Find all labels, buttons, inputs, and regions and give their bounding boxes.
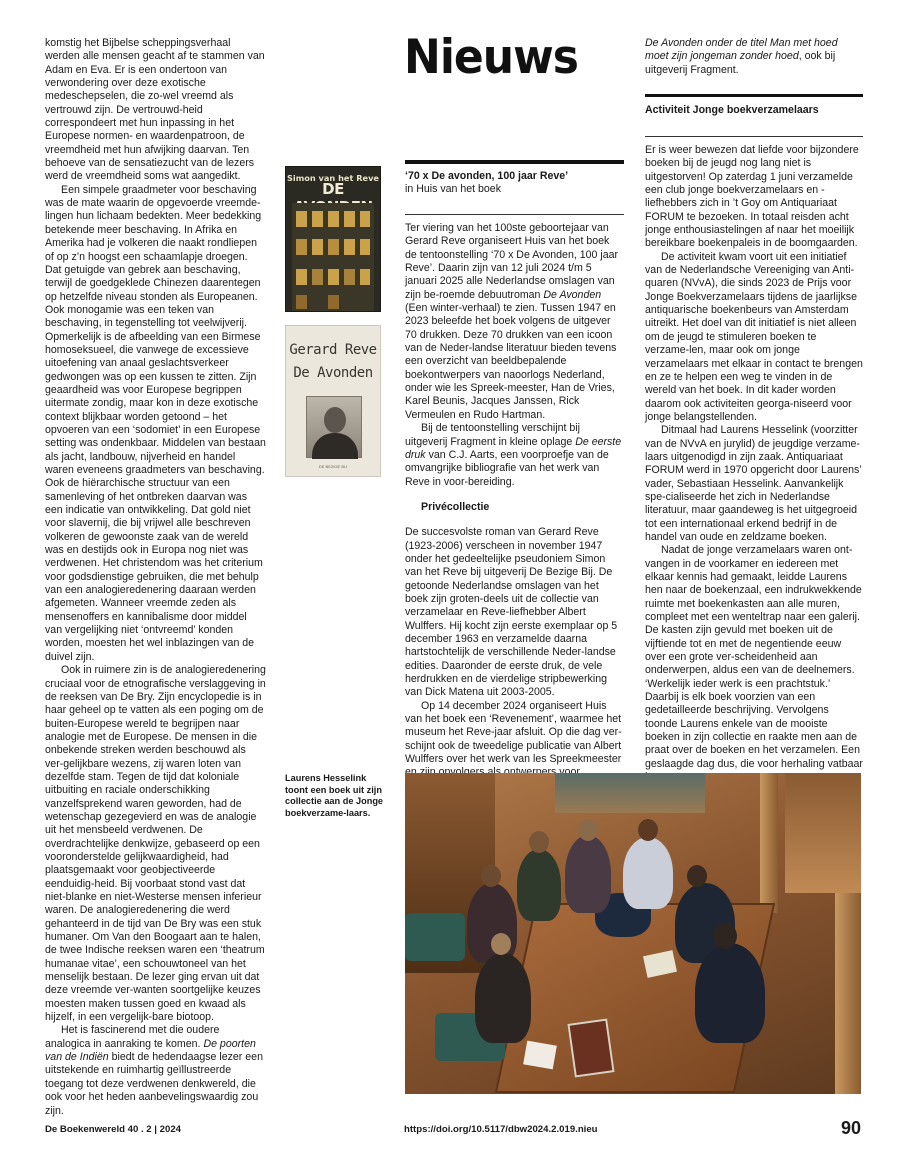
heading-rule: [645, 94, 863, 97]
person-head: [687, 865, 707, 887]
doi-link[interactable]: https://doi.org/10.5117/dbw2024.2.019.nieu: [404, 1124, 598, 1135]
paragraph-text: Het is fascinerend met die oudere analogica in aanraking te komen.: [45, 1024, 220, 1050]
paragraph-text: (Een winter-verhaal) te zien. Tussen 1947 en 2023 beleefde het boek volgens de uitgever 70 drukken. Deze 70 drukken van een icoon van de Neder-landse literatuur bieden tevens een overzicht van beeldbepalende boekontwerpers van naoorlogs Nederland, onder wie les Spreek-meester, Han de Vries, Karel Beunis, Jacques Janssen, Rick Vermeulen en Rudo Hartman.: [405, 302, 617, 421]
book: [567, 1018, 614, 1077]
paragraph: [405, 422, 624, 489]
photo-caption: Laurens Hesselink toont een boek uit zijn collectie aan de Jonge boekverzame-laars.: [285, 773, 384, 818]
column-right-body: [645, 144, 863, 785]
divider: [405, 214, 624, 215]
book-title-italic: De poorten van de Indiën: [45, 1037, 256, 1064]
cover-author: Simon van het Reve: [287, 173, 379, 183]
paragraph: De succesvolste roman van Gerard Reve (1923-2006) verscheen in november 1947 onder het gedeeltelijke pseudoniem Simon van het Reve bij uitgeverij De Bezige Bij. De getoonde Nederlandse omslagen van het boek zijn groten-deels uit de collectie van verzamelaar en Reve-liefhebber Albert Wulffers. Hij kocht zijn eerste exemplaar op 5 december 1963 en verzamelde daarna hartstochtelijk de verschillende Neder-landse edities. Daaronder de eerste druk, de vele herdrukken en de vierdelige stripbewerking van Dick Matena uit 2003-2005.: [405, 526, 618, 699]
chair: [405, 913, 465, 961]
person-head: [578, 819, 598, 841]
title-rule: [405, 160, 624, 164]
person: [517, 849, 561, 921]
paragraph: Nadat de jonge verzamelaars waren ont-vangen in de voorkamer en iedereen met elkaar kennis had gemaakt, leidde Laurens hen naar de boekenzaal, een indrukwekkende ruimte met boekenkasten aan alle muren, compleet met een wenteltrap naar een galerij. De kasten zijn gevuld met boeken uit de vijftiende tot en met de negentiende eeuw over een grote ver-scheidenheid aan onderwerpen, aldus een van de deelnemers. ‘Werkelijk ieder werk is een prachtstuk.’ Daarbij is elk boek voorzien van een gedetailleerde beschrijving. Vervolgens toonde Laurens enkele van de mooiste boeken in zijn collectie en raakte men aan de praat over de boeken en het verzamelen. Een geslaagde dag dus, die voor herhaling vatbaar: [645, 544, 863, 770]
paragraph: [45, 1024, 266, 1117]
photo-book-room: [405, 773, 861, 1094]
display-case: [555, 773, 705, 813]
divider: [645, 136, 863, 137]
page-number: 90: [840, 1118, 861, 1138]
subheading: Privécollectie: [421, 500, 490, 513]
paragraph-text: , ook bij uitgeverij Fragment.: [645, 50, 836, 76]
paragraph: Op 14 december 2024 organiseert Huis van het boek een ‘Revenement’, waarmee het museum het Reve-jaar afsluit. Op die dag ver-schijnt ook de tweedelige publicatie van Albert Wulffers over het werk van les Spreekmeester: [405, 699, 622, 766]
person: [467, 883, 517, 963]
cover-title: De Avonden: [293, 365, 373, 381]
section-heading: Activiteit Jonge boekverzamelaars: [645, 104, 819, 116]
cover-publisher: DE BEZIGE BIJ: [318, 464, 348, 469]
book-title-italic: De eerste druk: [405, 435, 622, 461]
journal-footer: De Boekenwereld 40 . 2 | 2024: [45, 1124, 182, 1135]
paragraph: Er is weer bewezen dat liefde voor bijzondere boeken bij de jeugd nog lang niet is uitgestorven! Op zaterdag 1 juni verzamelde een club jonge boekverzamelaars en -liefhebbers zich in ’t Goy om Antiquariaat FORUM te bezoeken. In totaal reisden acht jonge enthousiastelingen af naar het moeilijk bereikbare boekenpaleis in de boomgaarden.: [645, 144, 859, 250]
column-middle: [405, 222, 624, 780]
pillar: [835, 893, 861, 1094]
article-title-block: [405, 170, 624, 197]
paragraph: De activiteit kwam voort uit een initiatief van de Nederlandsche Vereeniging van Anti-quaren (NVvA), die sinds 2023 de Prijs voor Jonge Boekverzamelaars tijdens de jaarlijkse antiquarische boekenbeurs van Amsterdam uitreikt. Het doel van dit initiatief is niet alleen om de jeugd te stimuleren boeken te verzame-len, maar ook om jonge verzamelaars met elkaar in contact te brengen en ze te helpen een weg te vinden in de wereld van het boek. In dit kader worden daarom ook activiteiten georga-niseerd voor jonge belangstellenden.: [645, 250, 863, 423]
paragraph: [645, 37, 863, 77]
person: [475, 953, 531, 1043]
card: [523, 1041, 557, 1070]
cover-title: DE: [322, 180, 344, 198]
article-title: ‘70 x De avonden, 100 jaar Reve’: [405, 170, 569, 182]
person: [623, 837, 673, 909]
bookshelf: [785, 773, 861, 893]
paragraph-text: Ter viering van het 100ste geboortejaar van Gerard Reve organiseert Huis van het boek de tentoonstelling ‘70 x De Avonden, 100 jaar Reve’. Daarin zijn van 12 juli 2024 t/m 5 januari 2025 alle Nederlandse omslagen van zijn be-roemde debuutroman: [405, 222, 619, 301]
section-title: Nieuws: [404, 30, 578, 86]
person-head: [638, 819, 658, 841]
author-portrait: [306, 396, 362, 458]
book-cover-reissue: [285, 325, 381, 477]
book-title-italic: De Avonden: [543, 288, 602, 301]
person: [565, 835, 611, 913]
paragraph: Een simpele graadmeter voor beschaving was de mate waarin de opgevoerde vreemde-lingen hun lichaam bedekten. Meer bedekking betekende meer beschaving. In Afrika en Amerika had je volkeren die naakt rondliepen of op z’n hoogst een schaamlapje droegen. Dat getuigde van gebrek aan beschaving, terwijl de goedgeklede Chinezen daarentegen op hetzelfde niveau stonden als Europeanen. Ook monogamie was een teken van beschaving, in tegenstelling tot veelwijverij. Opmerkelijk is de afbeelding van een Birmese homoseksueel, die vanwege de excessieve uitoefening van anaal geslachtsverkeer gedwongen was op een kussen te zitten. Zijn geaardheid was voor Europese begrippen uitermate zondig, maar kon in deze exotische context blijkbaar worden getoond – het opvoeren van een ‘sodomiet’ in een Europese setting was ondenkbaar. Middelen van bestaan als jacht, landbouw, nijverheid en handel waren eveneens graadmeters van beschaving. Ook de hiërarchische structuur van een samenleving of het ontbreken daarvan was een indicatie van ontwikkeling. Dat gold niet voor slavernij, die bij vrijwel alle beschreven volkeren de gewoonste zaak van de wereld was en destijds ook in Europa nog niet was verdwenen. Het christendom was het criterium voor godsdienstige gebruiken, die met behulp van een analogieredenering daaraan werden afgemeten. Wanneer vreemde zeden als mensenoffers en kannibalisme door middel van vergelijking niet ‘ontvreemd’ konden worden, moesten het wel inblazingen van de duivel zijn.: [45, 183, 266, 663]
pillar: [760, 773, 778, 913]
paragraph: Ook in ruimere zin is de analogieredenering cruciaal voor de etnografische verslaggeving in de reeksen van De Bry. Zijn encyclopedie is in haar geheel op te vatten als een poging om de buiten-Europese wereld te begrijpen naar analogie met de Europese. De mensen in die onbekende streken werden beschouwd als ver-gelijkbare wezens, zij waren loten van dezelfde stam. Tegen de tijd dat koloniale uitbuiting en raciale onderschikking vanzelfsprekend waren geworden, had de wetenschap gezegevierd en was de analogie uit het mensbeeld verdwenen. De overdrachtelijke denkwijze, gebaseerd op een vooronderstelde gelijkwaardigheid, had plaatsgemaakt voor geobjectiveerde eenduidig-heid. Bij voorbaat stond vast dat niet-blanke en niet-Westerse mensen inferieur waren. De analogieredenering die werd gehanteerd in de tijd van De Bry was een stuk humaner. Om Van den Boogaart aan te halen, de twee Indische reeksen waren een ‘theatrum humanae vitae’, een schouwtoneel van het menselijk bestaan. De lezer ging ervan uit dat deze vreemde ver-wanten soortgelijke keuzes moesten maken tussen goed en kwaad als hijzelf, in een vergelijk-bare biotoop.: [45, 664, 266, 1024]
cover-illustration: [292, 203, 374, 311]
paragraph-text: biedt de hedendaagse lezer een uitstekende en ruimhartig geïllustreerde toegang tot deze verdwenen denkwereld, die ook voor het heden aanbevelingswaardig zou zijn.: [45, 1051, 263, 1117]
article-subtitle: in Huis van het boek: [405, 183, 501, 196]
person-head: [481, 865, 501, 887]
book-cover-first-edition: [285, 166, 381, 312]
column-left: [45, 37, 266, 1118]
cover-author: Gerard Reve: [289, 342, 377, 358]
paragraph: [405, 222, 624, 422]
column-right: [645, 37, 863, 77]
paragraph: komstig het Bijbelse scheppingsverhaal werden alle mensen geacht af te stammen van Adam en Eva. Er is een ondertoon van verwondering over deze exotische medeschepselen, die zo-wel vreemd als vertrouwd zijn. De vertrouwd-heid correspondeert met hun inpassing in het Europese normen- en waardenpatroon, de vreemdheid met hun afwijking daarvan. Ten behoeve van de sensatiezucht van de lezers werd de vreemdheid soms wat aangedikt.: [45, 37, 265, 183]
person-head: [529, 831, 549, 853]
paragraph-text: Bij de tentoonstelling verschijnt bij uitgeverij Fragment in kleine oplage: [405, 422, 580, 448]
person-head: [713, 923, 737, 949]
person-head: [491, 933, 511, 955]
intro-italic: De Avonden onder de titel Man met hoed moet zijn jongeman zonder hoed: [645, 37, 838, 63]
person: [695, 943, 765, 1043]
paragraph: Ditmaal had Laurens Hesselink (voorzitter van de NVvA en jurylid) de jeugdige verzame-laars uitgenodigd in zijn zaak. Antiquariaat FORUM werd in 1970 opgericht door Laurens’ vader, Sebastiaan Hesselink. Aanvankelijk spe-cialiseerde het zich in Nederlandse literatuur, maar gaandeweg is het uitgegroeid tot een internationaal erkend bedrijf in de handel van oude en zeldzame boeken.: [645, 424, 862, 543]
paragraph-text: van C.J. Aarts, een voorproefje van de omvangrijke bibliografie van het werk van Reve in voor-bereiding.: [405, 448, 609, 488]
